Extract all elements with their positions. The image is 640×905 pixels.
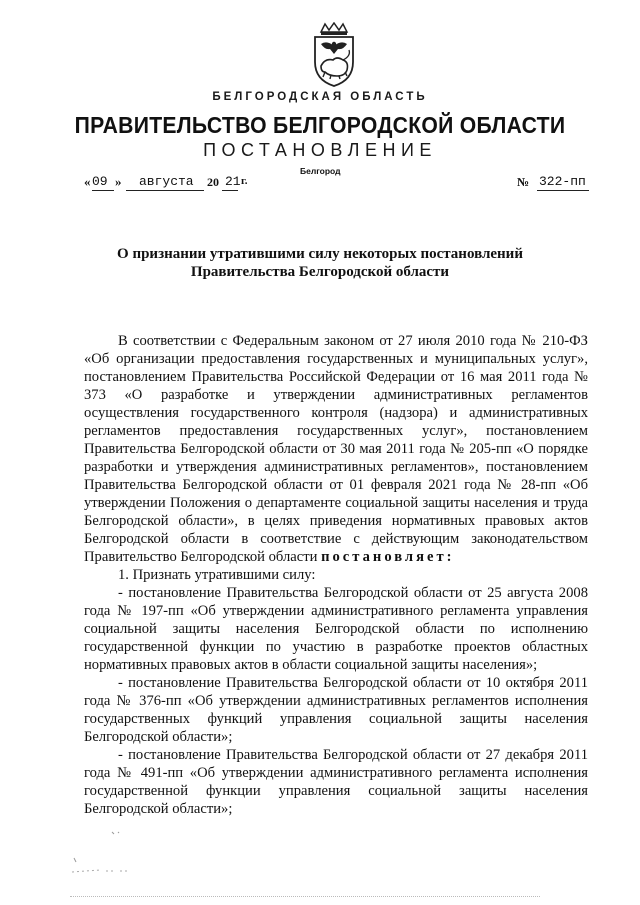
date-year-prefix: 20 [207, 175, 219, 189]
intro-text: В соответствии с Федеральным законом от 27 июля 2010 года № 210-ФЗ «Об организации предоставления государственных и муниципальных услуг», постановлением Правительства Российской Федерации от 16 мая 2011 года № 373 «О разработке и утверждении административных регламентов осуществления государственного контроля (надзора) и административных регламентов предоставления государственных услуг», постановлением Правительства Белгородской области от 30 мая 2011 года № 205-пп «О порядке разработки и утверждения административных регламентов», постановлением Правительства Белгородской области от 01 февраля 2021 года № 28-пп «Об утверждении Положения о департаменте социальной защиты населения и труда Белгородской области», в целях приведения нормативных правовых актов Белгородской области в соответствие с действующим законодательством Правительство Белгородской области [84, 333, 588, 565]
title-line-2: Правительства Белгородской области [190, 264, 450, 280]
intro-paragraph [84, 332, 588, 566]
decrees-word: постановляет: [321, 549, 455, 565]
day-underline [92, 190, 114, 191]
government-name: ПРАВИТЕЛЬСТВО БЕЛГОРОДСКОЙ ОБЛАСТИ [74, 112, 566, 138]
scan-edge-marks [70, 896, 540, 903]
city-name: Белгород [300, 166, 341, 176]
document-type: ПОСТАНОВЛЕНИЕ [203, 140, 437, 160]
date-year-suffix: 21 [225, 174, 241, 189]
date-month: августа [139, 174, 194, 189]
document-title [60, 245, 580, 281]
year-underline [222, 190, 238, 191]
date-open-quote: « [84, 174, 91, 189]
region-name: БЕЛГОРОДСКАЯ ОБЛАСТЬ [212, 91, 428, 103]
sub-item-1: - постановление Правительства Белгородской области от 25 августа 2008 года № 197-пп «Об утверждении административного регламента управления социальной защиты населения Белгородской области по исполнению государственной функции по участию в разработке проектов областных нормативных правовых актов в области социальной защиты населения»; [84, 585, 588, 673]
month-underline [126, 190, 204, 191]
date-close-quote: » [115, 174, 122, 189]
item-1: 1. Признать утратившими силу: [118, 567, 316, 583]
coat-of-arms-icon [307, 22, 361, 88]
number-underline [537, 190, 589, 191]
number-label: № [517, 175, 530, 189]
date-year-abbr: г. [241, 175, 248, 187]
date-number-row [84, 174, 604, 192]
title-line-1: О признании утратившими силу некоторых постановлений [117, 246, 523, 262]
date-day: 09 [92, 174, 108, 189]
document-body [84, 332, 588, 818]
document-number: 322-пп [539, 174, 586, 189]
scan-marks [70, 820, 190, 880]
sub-item-3: - постановление Правительства Белгородской области от 27 декабря 2011 года № 491-пп «Об утверждении административного регламента исполнения государственной функции управления социальной защиты населения Белгородской области»; [84, 747, 588, 817]
sub-item-2: - постановление Правительства Белгородской области от 10 октября 2011 года № 376-пп «Об утверждении административных регламентов исполнения государственных функций управления социальной защиты населения Белгородской области»; [84, 675, 588, 745]
